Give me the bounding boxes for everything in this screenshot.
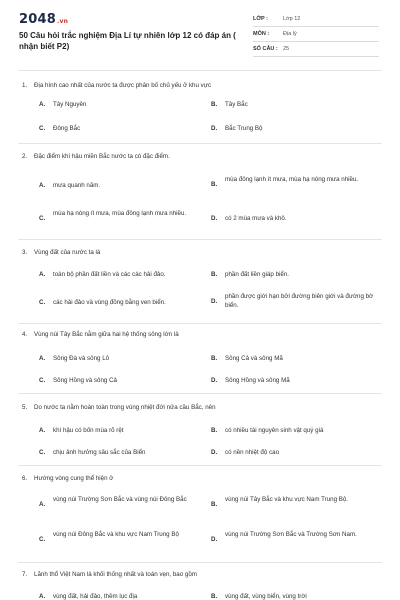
logo-text: 2048 (19, 12, 56, 27)
question-prompt: Do nước ta nằm hoàn toàn trong vùng nhiệt đới nửa cầu Bắc, nên (34, 404, 216, 411)
option-text: phần đất liền giáp biển. (225, 271, 289, 278)
option-text: Đông Bắc (53, 125, 81, 132)
option-letter: C. (39, 215, 46, 222)
meta-subject-value: Địa lý (283, 31, 297, 37)
option-letter: B. (211, 501, 218, 508)
option-text: có nền nhiệt độ cao (225, 449, 280, 456)
option-text: toàn bộ phần đất liền và các các hải đảo. (53, 271, 166, 278)
option-text: vùng núi Tây Bắc và khu vực Nam Trung Bộ. (225, 496, 349, 503)
option-letter: B. (211, 593, 218, 600)
option-text: Sông Hồng và sông Mã (225, 377, 290, 384)
option-text: Tây Nguyên (53, 101, 87, 108)
question-prompt: Đặc điểm khí hậu miền Bắc nước ta có đặc điểm. (34, 153, 170, 160)
option-text: Tây Bắc (225, 101, 248, 108)
option-letter: A. (39, 101, 46, 108)
option-letter: D. (211, 377, 218, 384)
option-text: vùng đất, hải đảo, thềm lục địa (53, 593, 138, 600)
question-text (22, 475, 113, 482)
document-header (0, 0, 400, 66)
question-divider (18, 393, 382, 394)
question-text (22, 249, 100, 256)
option-text: mùa hạ nóng ít mưa, mùa đông lạnh mưa nhiều. (53, 210, 187, 217)
option-letter: C. (39, 377, 46, 384)
question-number: 5. (22, 404, 28, 411)
option-letter: C. (39, 125, 46, 132)
option-letter: C. (39, 449, 46, 456)
question-divider (18, 143, 382, 144)
option-letter: D. (211, 449, 218, 456)
question-divider (18, 465, 382, 466)
logo-suffix: .vn (56, 18, 69, 25)
meta-class-label: LỚP : (253, 16, 268, 22)
option-text: vùng núi Trường Sơn Bắc và Trường Sơn Nam. (225, 531, 357, 538)
option-letter: A. (39, 593, 46, 600)
option-text: khí hậu có bốn mùa rõ rệt (53, 427, 124, 434)
meta-count-row (253, 43, 379, 57)
option-letter: B. (211, 271, 218, 278)
meta-count-value: 25 (283, 46, 290, 52)
question-divider (18, 562, 382, 563)
option-letter: C. (39, 536, 46, 543)
question-number: 4. (22, 331, 28, 338)
option-letter: D. (211, 536, 218, 543)
option-text: vùng núi Đông Bắc và khu vực Nam Trung Bộ (53, 531, 179, 538)
meta-class-value: Lớp 12 (283, 16, 301, 22)
question-divider (18, 239, 382, 240)
option-letter: B. (211, 181, 218, 188)
question-text (22, 404, 216, 411)
option-letter: D. (211, 298, 218, 305)
question-number: 6. (22, 475, 28, 482)
question-text (22, 82, 211, 89)
document-title: 50 Câu hỏi trắc nghiệm Địa Lí tự nhiên lớp 12 có đáp án ( nhận biết P2) (19, 31, 236, 51)
header-divider (18, 70, 382, 71)
question-divider (18, 323, 382, 324)
question-number: 2. (22, 153, 28, 160)
option-text: Sông Đà và sông Lô (53, 355, 110, 362)
option-text: có nhiều tài nguyên sinh vật quý giá (225, 427, 324, 434)
option-text: Bắc Trung Bộ (225, 125, 263, 132)
option-text: chịu ảnh hưởng sâu sắc của Biển (53, 449, 146, 456)
meta-class-row (253, 13, 379, 27)
option-text: phần được giới hạn bởi đường biên giới và đường bờ biển. (225, 293, 374, 309)
question-prompt: Vùng núi Tây Bắc nằm giữa hai hệ thống sông lớn là (34, 331, 179, 338)
option-letter: C. (39, 299, 46, 306)
option-text: các hải đảo và vùng đồng bằng ven biển. (53, 299, 166, 306)
option-letter: A. (39, 182, 46, 189)
option-text: có 2 mùa mưa và khô. (225, 215, 287, 222)
option-text: Sông Hồng và sông Cả (53, 377, 117, 384)
question-number: 1. (22, 82, 28, 89)
question-prompt: Lãnh thổ Việt Nam là khối thống nhất và toàn vẹn, bao gồm (34, 571, 197, 578)
option-text: vùng đất, vùng biển, vùng trời (225, 593, 307, 600)
question-text (22, 153, 170, 160)
option-letter: A. (39, 427, 46, 434)
option-letter: B. (211, 355, 218, 362)
option-letter: D. (211, 215, 218, 222)
option-letter: A. (39, 501, 46, 508)
option-letter: D. (211, 125, 218, 132)
question-text (22, 571, 197, 578)
option-letter: B. (211, 427, 218, 434)
option-letter: A. (39, 271, 46, 278)
question-prompt: Hướng vòng cung thể hiện ở (34, 475, 114, 482)
option-text: Sông Cả và sông Mã (225, 355, 283, 362)
question-prompt: Địa hình cao nhất của nước ta được phân bố chủ yếu ở khu vực (34, 82, 211, 89)
site-logo[interactable] (19, 12, 68, 27)
question-number: 7. (22, 571, 28, 578)
question-text (22, 331, 179, 338)
option-text: mùa đông lạnh ít mưa, mùa hạ nóng mưa nhiều. (225, 176, 359, 183)
meta-subject-label: MÔN : (253, 31, 270, 37)
option-text: vùng núi Trường Sơn Bắc và vùng núi Đông Bắc (53, 496, 187, 503)
option-letter: A. (39, 355, 46, 362)
option-text: mưa quanh năm. (53, 182, 101, 189)
meta-count-label: SỐ CÂU : (253, 46, 278, 52)
question-number: 3. (22, 249, 28, 256)
option-letter: B. (211, 101, 218, 108)
question-prompt: Vùng đất của nước ta là (34, 249, 101, 256)
meta-subject-row (253, 28, 379, 42)
